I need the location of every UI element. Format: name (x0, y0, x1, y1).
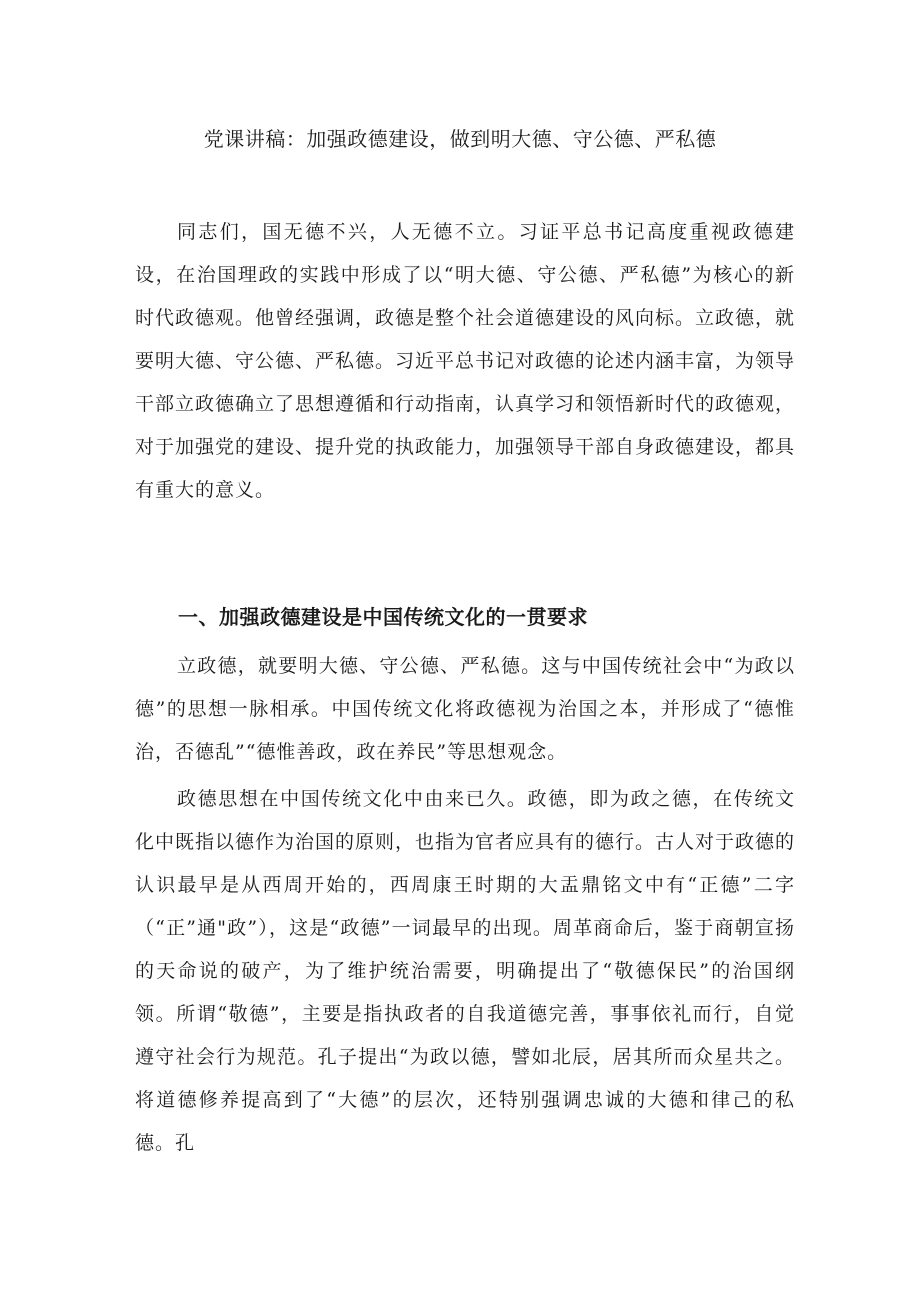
section-heading: 一、加强政德建设是中国传统文化的一贯要求 (178, 605, 588, 629)
section-paragraph: 政德思想在中国传统文化中由来已久。政德，即为政之德，在传统文化中既指以德作为治国的原则，也指为官者应具有的德行。古人对于政德的认识最早是从西周开始的，西周康王时期的大盂鼎铭文中有“正德”二字（“正”通"政”），这是“政德”一词最早的出现。周革商命后，鉴于商朝宣扬的天命说的破产，为了维护统治需要，明确提出了“敬德保民”的治国纲领。所谓“敬德”，主要是指执政者的自我道德完善，事事依礼而行，自觉遵守社会行为规范。孔子提出“为政以德，譬如北辰，居其所而众星共之。将道德修养提高到了“大德”的层次，还特别强调忠诚的大德和律己的私德。孔 (135, 788, 796, 1154)
intro-paragraph: 同志们，国无德不兴，人无德不立。习证平总书记高度重视政德建设，在治国理政的实践中形成了以“明大德、守公德、严私德”为核心的新时代政德观。他曾经强调，政德是整个社会道德建设的风向标。立政德，就要明大德、守公德、严私德。习近平总书记对政德的论述内涵丰富，为领导干部立政德确立了思想遵循和行动指南，认真学习和领悟新时代的政德观，对于加强党的建设、提升党的执政能力，加强领导干部自身政德建设，都具有重大的意义。 (135, 221, 796, 501)
section-paragraph: 立政德，就要明大德、守公德、严私德。这与中国传统社会中“为政以德”的思想一脉相承。中国传统文化将政德视为治国之本，并形成了“德惟治，否德乱”“德惟善政，政在养民”等思想观念。 (135, 655, 795, 763)
document-title: 党课讲稿：加强政德建设，做到明大德、守公德、严私德 (203, 127, 717, 151)
